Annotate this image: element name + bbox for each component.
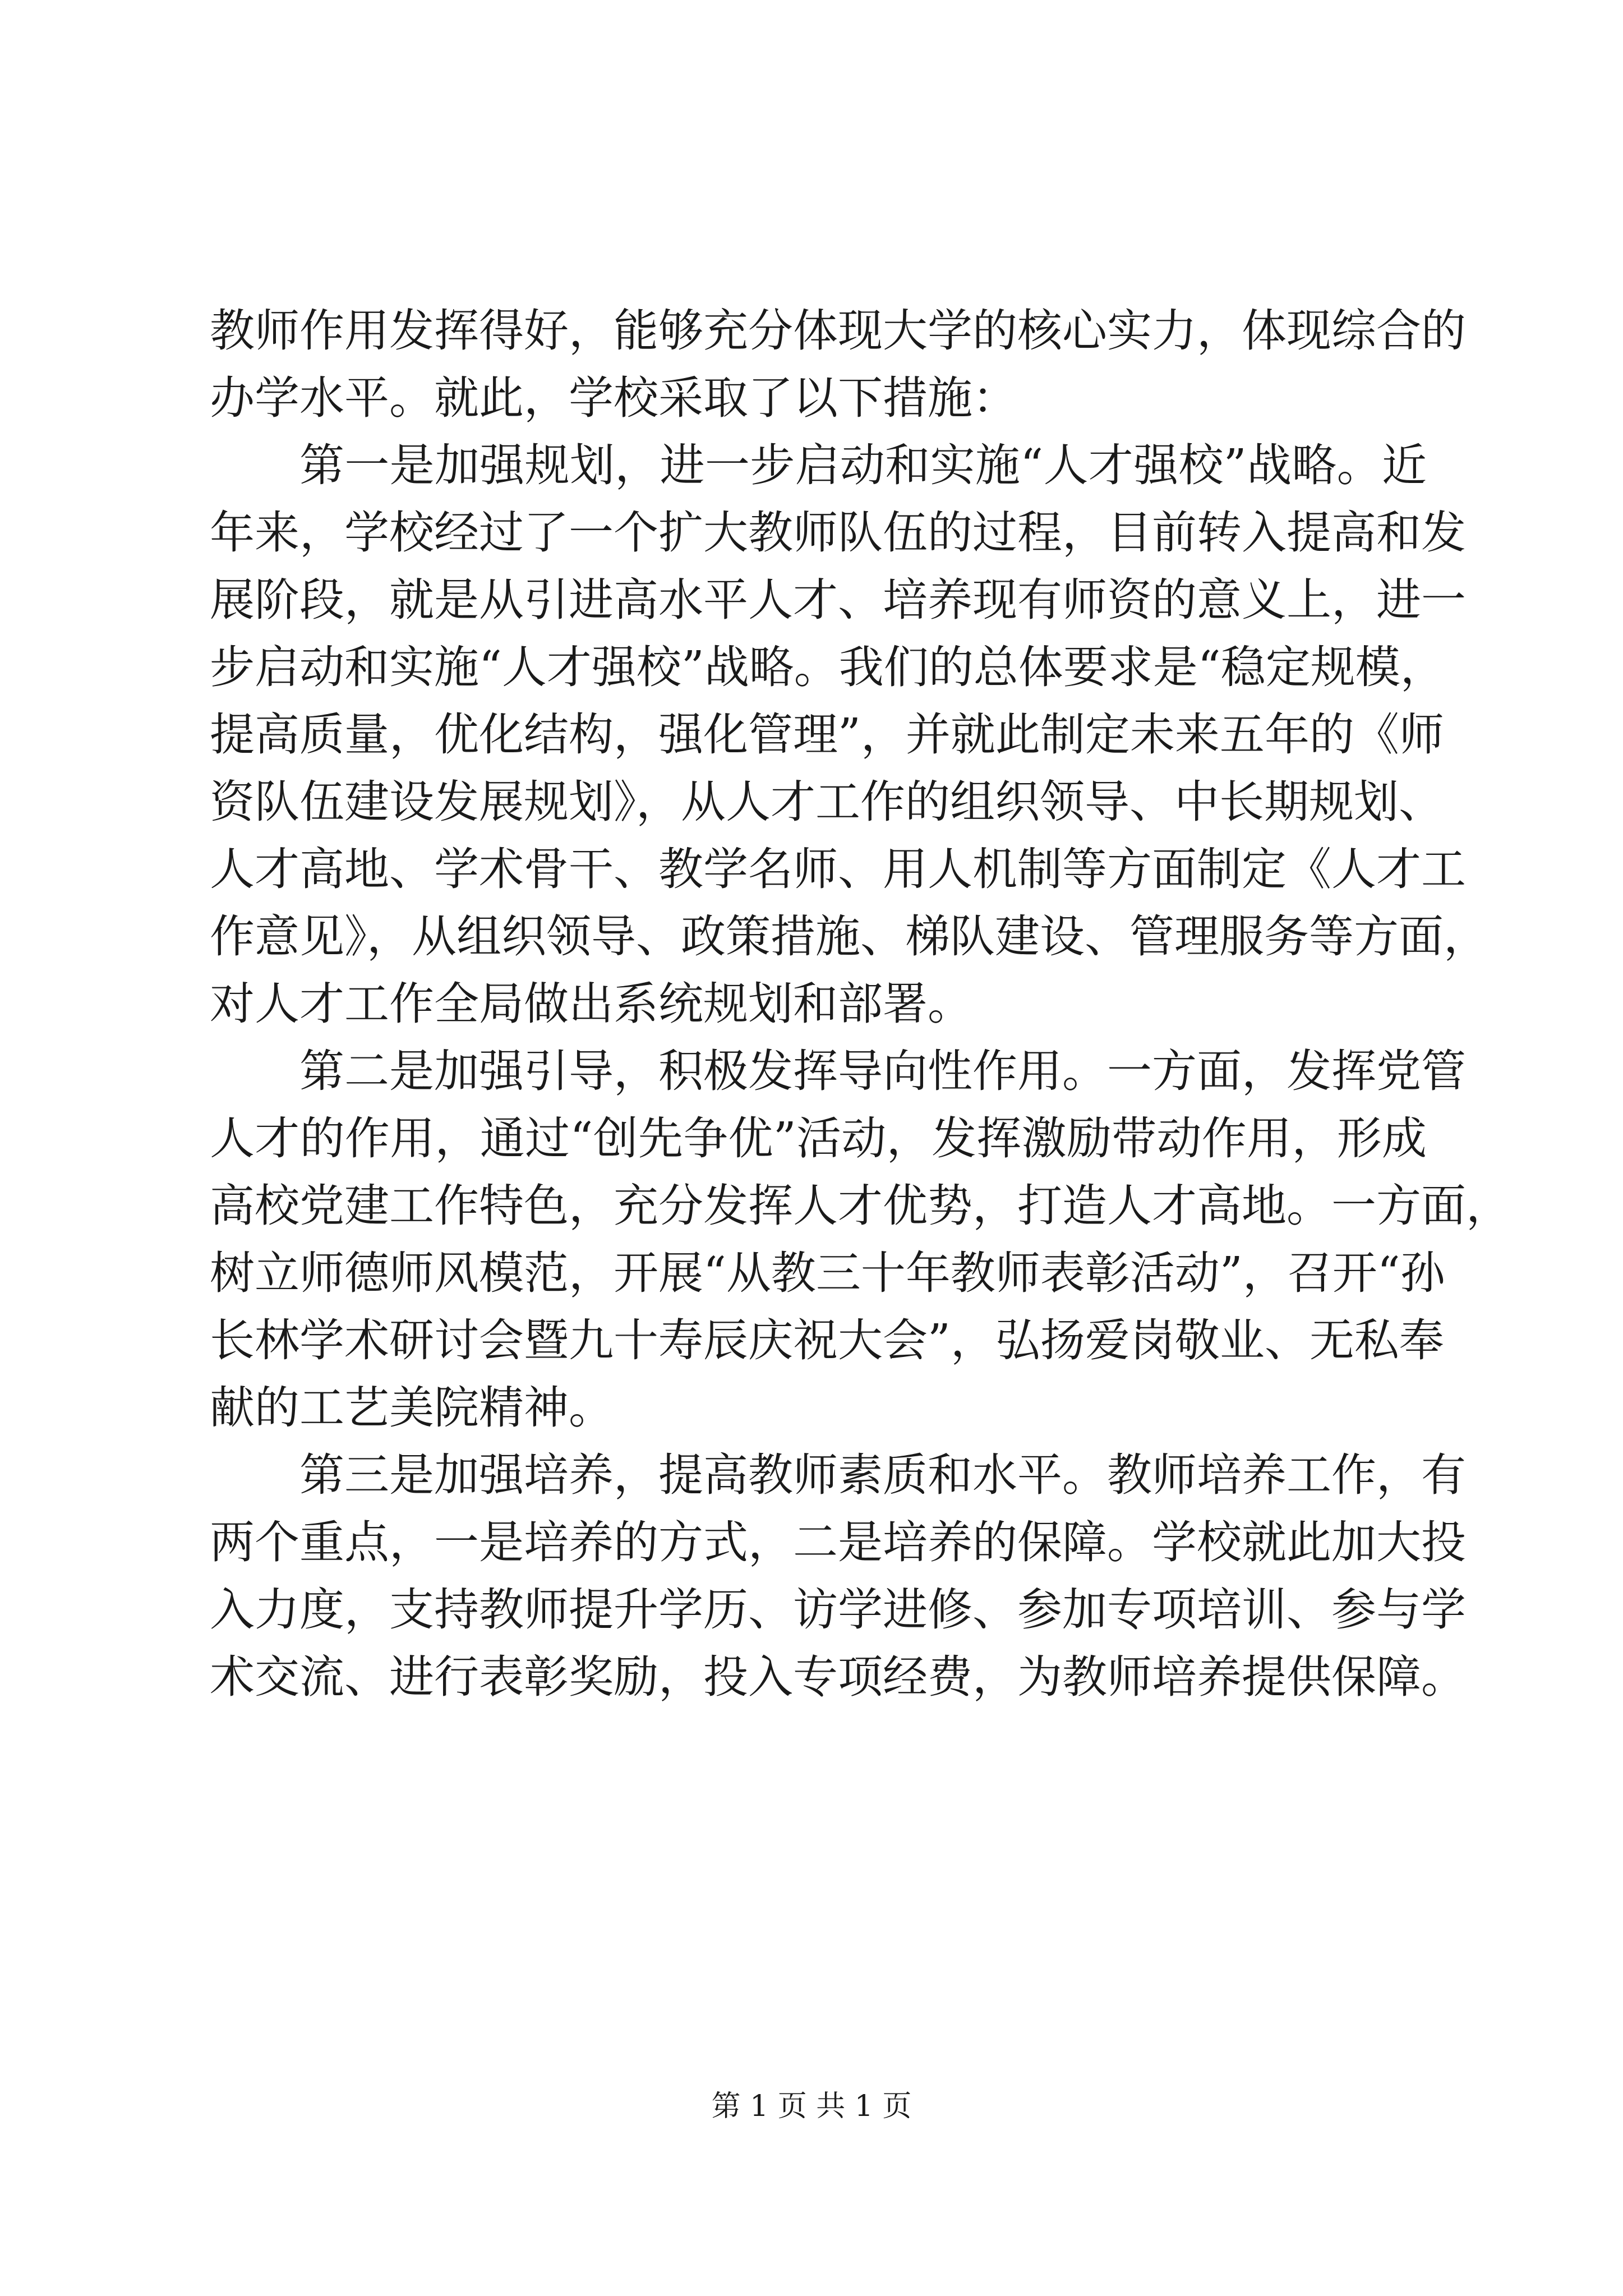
paragraph <box>210 1038 1511 1442</box>
paragraph <box>210 1442 1466 1711</box>
text-line: 长林学术研讨会暨九十寿辰庆祝大会”，弘扬爱岗敬业、无私奉 <box>210 1314 1444 1366</box>
text-line: 展阶段，就是从引进高水平人才、培养现有师资的意义上，进一 <box>210 574 1466 626</box>
text-line: 高校党建工作特色，充分发挥人才优势，打造人才高地。一方面， <box>210 1180 1511 1232</box>
text-line: 人才的作用，通过“创先争优”活动，发挥激励带动作用，形成 <box>210 1112 1427 1165</box>
text-line: 第一是加强规划，进一步启动和实施“人才强校”战略。近 <box>299 439 1427 491</box>
text-line: 步启动和实施“人才强校”战略。我们的总体要求是“稳定规模， <box>210 641 1445 693</box>
text-line: 对人才工作全局做出系统规划和部署。 <box>210 978 972 1030</box>
text-line: 献的工艺美院精神。 <box>210 1382 614 1434</box>
text-line: 人才高地、学术骨干、教学名师、用人机制等方面制定《人才工 <box>210 843 1466 895</box>
text-line: 资队伍建设发展规划》，从人才工作的组织领导、中长期规划、 <box>210 776 1444 828</box>
paragraph <box>210 297 1466 432</box>
text-line: 第二是加强引导，积极发挥导向性作用。一方面，发挥党管 <box>299 1045 1466 1097</box>
text-line: 年来，学校经过了一个扩大教师队伍的过程，目前转入提高和发 <box>210 507 1466 559</box>
text-line: 两个重点，一是培养的方式，二是培养的保障。学校就此加大投 <box>210 1516 1466 1568</box>
page-number-label: 第 1 页 共 1 页 <box>711 2090 912 2123</box>
page-footer <box>0 2087 1623 2126</box>
text-line: 办学水平。就此，学校采取了以下措施： <box>210 372 1017 424</box>
text-line: 树立师德师风模范，开展“从教三十年教师表彰活动”，召开“孙 <box>210 1247 1445 1299</box>
text-line: 提高质量，优化结构，强化管理”，并就此制定未来五年的《师 <box>210 708 1444 761</box>
paragraph <box>210 432 1488 1038</box>
document-body <box>210 297 1511 1711</box>
text-line: 第三是加强培养，提高教师素质和水平。教师培养工作，有 <box>299 1449 1466 1501</box>
text-line: 教师作用发挥得好，能够充分体现大学的核心实力，体现综合的 <box>210 305 1466 357</box>
text-line: 入力度，支持教师提升学历、访学进修、参加专项培训、参与学 <box>210 1584 1466 1636</box>
text-line: 作意见》，从组织领导、政策措施、梯队建设、管理服务等方面， <box>210 910 1488 963</box>
text-line: 术交流、进行表彰奖励，投入专项经费，为教师培养提供保障。 <box>210 1651 1466 1703</box>
